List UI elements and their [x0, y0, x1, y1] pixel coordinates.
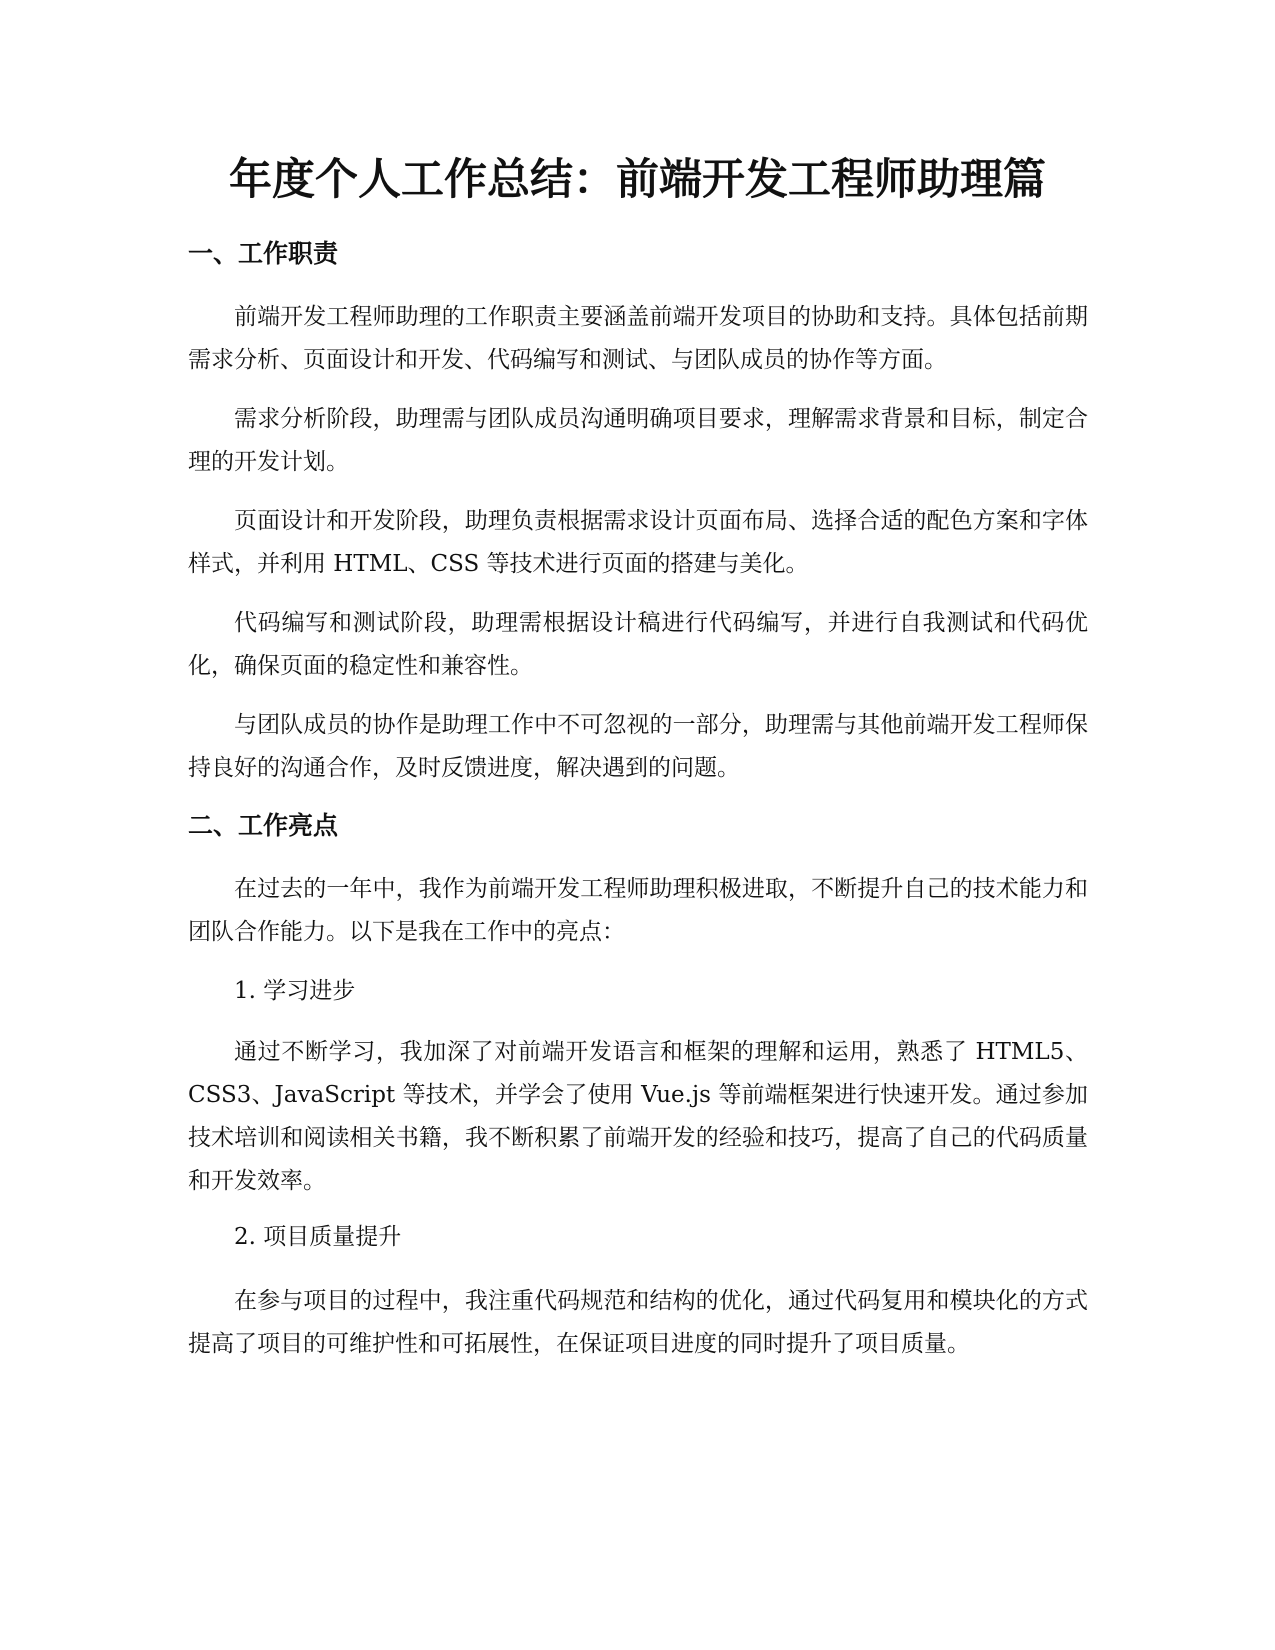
- paragraph: 页面设计和开发阶段，助理负责根据需求设计页面布局、选择合适的配色方案和字体样式，并利用 HTML、CSS 等技术进行页面的搭建与美化。: [188, 508, 1088, 577]
- list-item-label: 2. 项目质量提升: [234, 1224, 402, 1250]
- document-title: 年度个人工作总结：前端开发工程师助理篇: [229, 155, 1046, 205]
- paragraph: 在参与项目的过程中，我注重代码规范和结构的优化，通过代码复用和模块化的方式提高了项目的可维护性和可拓展性，在保证项目进度的同时提升了项目质量。: [188, 1288, 1088, 1357]
- paragraph: 前端开发工程师助理的工作职责主要涵盖前端开发项目的协助和支持。具体包括前期需求分析、页面设计和开发、代码编写和测试、与团队成员的协作等方面。: [188, 304, 1088, 373]
- paragraph: 代码编写和测试阶段，助理需根据设计稿进行代码编写，并进行自我测试和代码优化，确保页面的稳定性和兼容性。: [188, 610, 1088, 679]
- section-heading-highlights: 二、工作亮点: [188, 811, 339, 840]
- paragraph: 需求分析阶段，助理需与团队成员沟通明确项目要求，理解需求背景和目标，制定合理的开发计划。: [188, 406, 1088, 475]
- list-item-label: 1. 学习进步: [234, 978, 356, 1004]
- paragraph: 通过不断学习，我加深了对前端开发语言和框架的理解和运用，熟悉了 HTML5、CSS3、JavaScript 等技术，并学会了使用 Vue.js 等前端框架进行快速开发。通过参加技术培训和阅读相关书籍，我不断积累了前端开发的经验和技巧，提高了自己的代码质量和开发效率。: [188, 1039, 1088, 1194]
- paragraph: 在过去的一年中，我作为前端开发工程师助理积极进取，不断提升自己的技术能力和团队合作能力。以下是我在工作中的亮点：: [188, 876, 1088, 945]
- paragraph: 与团队成员的协作是助理工作中不可忽视的一部分，助理需与其他前端开发工程师保持良好的沟通合作，及时反馈进度，解决遇到的问题。: [188, 712, 1088, 781]
- section-heading-responsibilities: 一、工作职责: [188, 239, 339, 268]
